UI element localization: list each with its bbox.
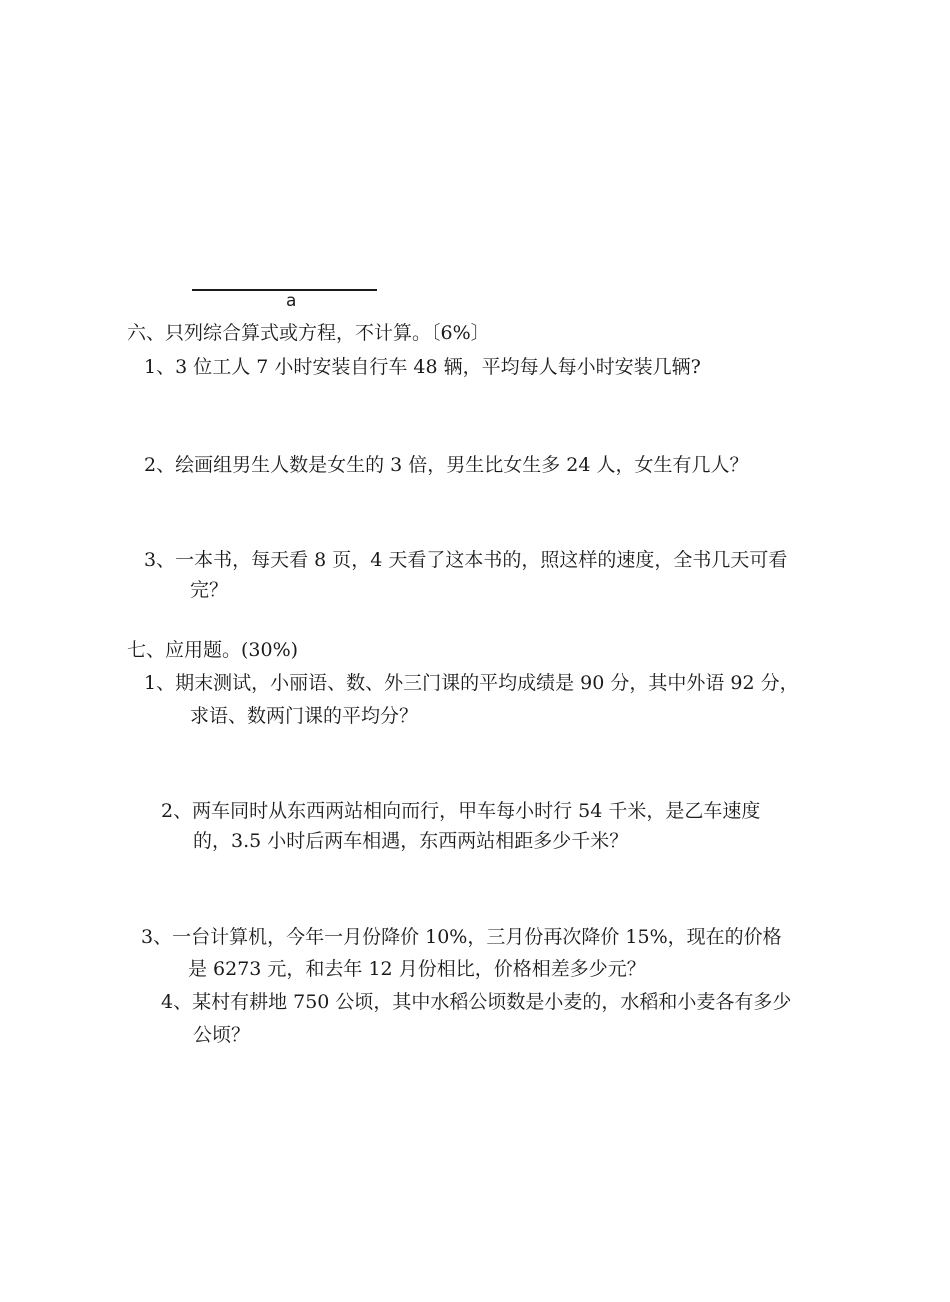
section-6-question-3-line-2: 完？ (190, 579, 229, 601)
section-7-heading: 七、应用题。(30%) (127, 639, 299, 661)
section-6-question-2: 2、绘画组男生人数是女生的 3 倍，男生比女生多 24 人，女生有几人？ (144, 454, 749, 476)
section-7-question-2-line-1: 2、两车同时从东西两站相向而行，甲车每小时行 54 千米，是乙车速度 (161, 800, 761, 822)
section-7-question-1-line-2: 求语、数两门课的平均分？ (190, 705, 419, 727)
section-7-question-4-line-1: 4、某村有耕地 750 公顷，其中水稻公顷数是小麦的，水稻和小麦各有多少 (161, 991, 792, 1013)
figure-baseline-rule (192, 289, 377, 291)
section-7-question-3-line-2: 是 6273 元，和去年 12 月份相比，价格相差多少元？ (188, 958, 646, 980)
figure-label: a (286, 291, 297, 311)
section-7-question-1-line-1: 1、期末测试，小丽语、数、外三门课的平均成绩是 90 分，其中外语 92 分， (144, 672, 799, 694)
section-6-heading: 六、只列综合算式或方程，不计算。〔6%〕 (127, 322, 490, 344)
section-7-question-4-line-2: 公顷？ (193, 1024, 251, 1046)
section-7-question-2-line-2: 的，3.5 小时后两车相遇，东西两站相距多少千米？ (193, 830, 629, 852)
section-6-question-3-line-1: 3、一本书，每天看 8 页，4 天看了这本书的，照这样的速度，全书几天可看 (144, 549, 788, 571)
section-7-question-3-line-1: 3、一台计算机，今年一月份降价 10%，三月份再次降价 15%，现在的价格 (141, 926, 782, 948)
section-6-question-1: 1、3 位工人 7 小时安装自行车 48 辆，平均每人每小时安装几辆? (144, 356, 701, 378)
